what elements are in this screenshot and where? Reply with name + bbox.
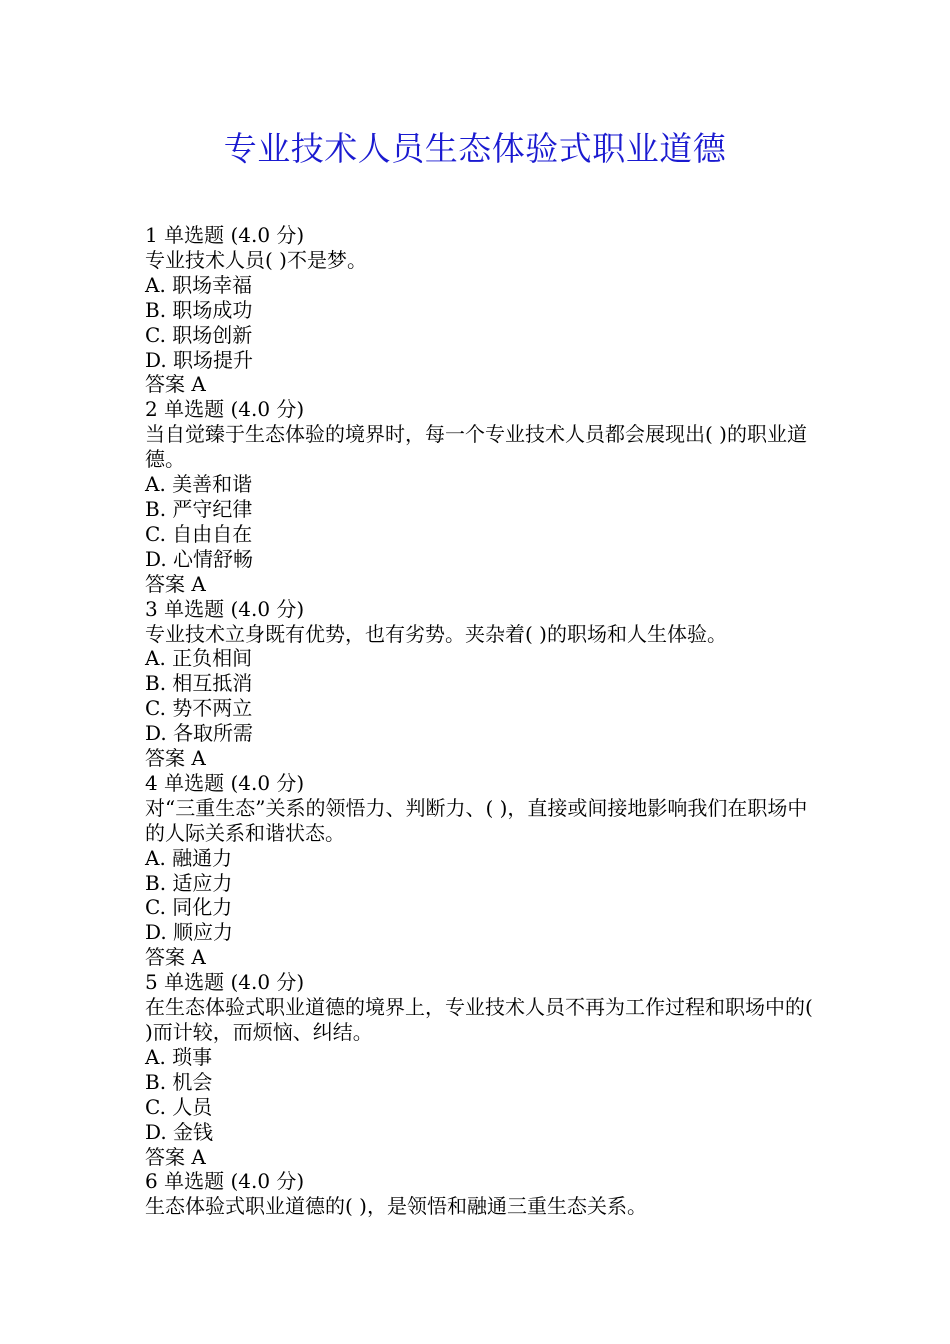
option-b: B. 机会 xyxy=(145,1069,213,1094)
answer: 答案 A xyxy=(145,1144,206,1169)
answer: 答案 A xyxy=(145,945,206,970)
question-stem: 当自觉臻于生态体验的境界时，每一个专业技术人员都会展现出( )的职业道德。 xyxy=(145,422,807,472)
option-c: C. 自由自在 xyxy=(145,521,253,546)
option-d: D. 金钱 xyxy=(145,1119,214,1144)
question-header: 5 单选题 (4.0 分) xyxy=(145,970,305,995)
question-item xyxy=(145,1169,815,1219)
question-item xyxy=(145,771,815,970)
option-b: B. 适应力 xyxy=(145,870,233,895)
question-item xyxy=(145,397,815,596)
question-stem: 专业技术人员( )不是梦。 xyxy=(145,247,367,272)
option-d: D. 职场提升 xyxy=(145,347,254,372)
answer: 答案 A xyxy=(145,571,206,596)
option-a: A. 正负相间 xyxy=(145,646,253,671)
answer: 答案 A xyxy=(145,746,206,771)
question-stem: 对“三重生态”关系的领悟力、判断力、( )，直接或间接地影响我们在职场中的人际关系和谐状态。 xyxy=(145,795,808,845)
option-a: A. 琐事 xyxy=(145,1044,213,1069)
question-header: 1 单选题 (4.0 分) xyxy=(145,223,305,247)
question-stem: 生态体验式职业道德的( )，是领悟和融通三重生态关系。 xyxy=(145,1194,647,1219)
option-c: C. 势不两立 xyxy=(145,696,253,721)
question-item xyxy=(145,970,815,1169)
question-header: 3 单选题 (4.0 分) xyxy=(145,596,305,621)
option-d: D. 顺应力 xyxy=(145,920,234,945)
option-b: B. 职场成功 xyxy=(145,297,253,322)
option-d: D. 各取所需 xyxy=(145,721,254,746)
question-header: 6 单选题 (4.0 分) xyxy=(145,1169,305,1194)
option-b: B. 相互抵消 xyxy=(145,671,253,696)
question-header: 4 单选题 (4.0 分) xyxy=(145,770,305,795)
option-b: B. 严守纪律 xyxy=(145,496,253,521)
question-stem: 在生态体验式职业道德的境界上，专业技术人员不再为工作过程和职场中的( )而计较，而烦恼、纠结。 xyxy=(145,995,813,1044)
option-a: A. 美善和谐 xyxy=(145,472,253,497)
question-list xyxy=(145,223,815,1219)
option-c: C. 同化力 xyxy=(145,895,233,920)
option-c: C. 职场创新 xyxy=(145,322,253,347)
document-title: 专业技术人员生态体验式职业道德 xyxy=(223,129,727,168)
option-a: A. 职场幸福 xyxy=(145,272,253,297)
question-item xyxy=(145,223,815,397)
option-d: D. 心情舒畅 xyxy=(145,546,254,571)
answer: 答案 A xyxy=(145,372,206,397)
option-c: C. 人员 xyxy=(145,1094,213,1119)
question-stem: 专业技术立身既有优势，也有劣势。夹杂着( )的职场和人生体验。 xyxy=(145,621,727,646)
option-a: A. 融通力 xyxy=(145,845,233,870)
question-item xyxy=(145,597,815,771)
question-header: 2 单选题 (4.0 分) xyxy=(145,397,305,422)
